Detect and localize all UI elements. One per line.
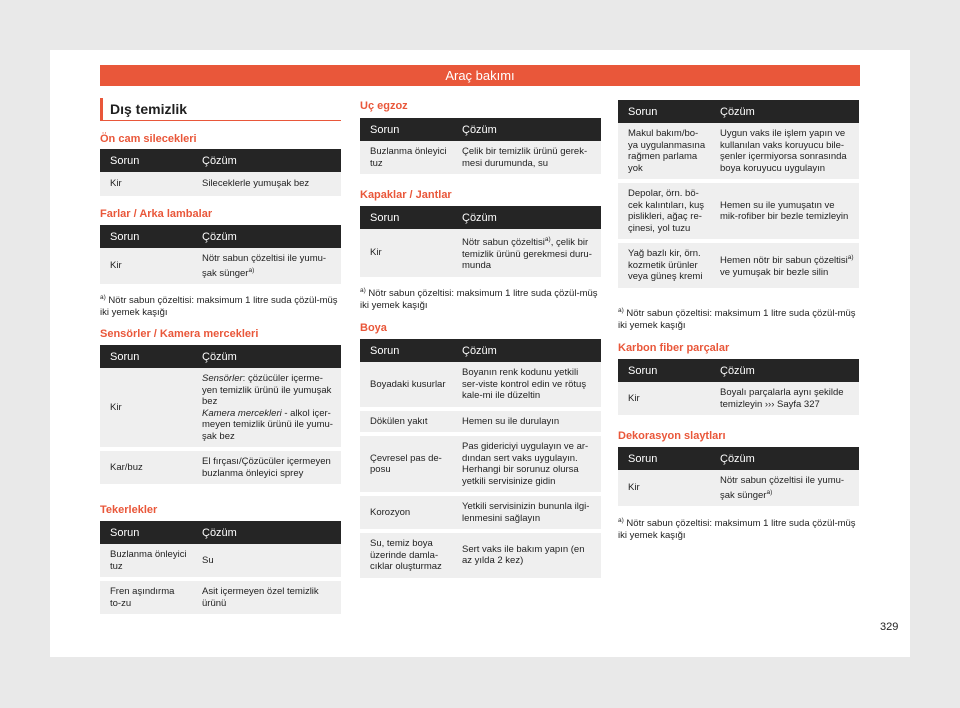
table-row — [100, 368, 341, 449]
header-solution: Çözüm — [192, 225, 341, 248]
chapter-header: Araç bakımı — [100, 65, 860, 86]
cell-solution: Nötr sabun çözeltisi ile yumu-şak sünger$^{a)}$ — [710, 470, 859, 508]
label-camera: Kamera mercekleri — [202, 407, 282, 419]
footnote — [360, 285, 601, 312]
cell-problem: Buzlanma önleyici tuz — [100, 544, 192, 579]
footnote-mark: a) — [100, 294, 106, 301]
footnote-text: Nötr sabun çözeltisi: maksimum 1 litre suda çözül-müş iki yemek kaşığı — [100, 295, 338, 319]
header-problem: Sorun — [360, 339, 452, 362]
table-sensors — [100, 345, 341, 488]
table-row — [618, 123, 859, 181]
table-row — [360, 434, 601, 494]
cell-solution: Boyanın renk kodunu yetkili ser-viste kontrol edin ve rötuş kale-mi ile düzeltin — [452, 362, 601, 409]
table-row — [618, 181, 859, 241]
cell-problem: Çevresel pas de-posu — [360, 434, 452, 494]
table-row — [360, 362, 601, 409]
cell-problem: Kir — [618, 470, 710, 508]
header-problem: Sorun — [618, 359, 710, 382]
cell-problem: Yağ bazlı kir, örn. kozmetik ürünler veya güneş kremi — [618, 241, 710, 290]
header-problem: Sorun — [360, 118, 452, 141]
table-row — [360, 229, 601, 279]
table-wax — [618, 100, 859, 292]
table-row — [360, 494, 601, 531]
title-accent-bar — [100, 98, 103, 120]
header-problem: Sorun — [360, 206, 452, 229]
cell-solution: Hemen nötr bir sabun çözeltisi$^{a)}$ ve yumuşak bir bezle silin — [710, 241, 859, 290]
table-row — [100, 248, 341, 286]
footnote-text: Nötr sabun çözeltisi: maksimum 1 litre suda çözül-müş iki yemek kaşığı — [618, 308, 856, 332]
text-camera: - alkol içer-meyen temizlik ürünü ile yumu-şak bez — [202, 407, 333, 442]
section-title-carbon: Karbon fiber parçalar — [618, 342, 730, 354]
cell-problem: Dökülen yakıt — [360, 409, 452, 435]
cell-problem: Boyadaki kusurlar — [360, 362, 452, 409]
table-row — [360, 409, 601, 435]
cell-solution: Uygun vaks ile işlem yapın ve kullanılan vaks koruyucu bile-şenler içermiyorsa sonrasında boya koruyucu uygulayın — [710, 123, 859, 181]
cell-solution: Sert vaks ile bakım yapın (en az yılda 2 kez) — [452, 531, 601, 580]
page-number: 329 — [880, 621, 899, 633]
footnote-text: Nötr sabun çözeltisi: maksimum 1 litre suda çözül-müş iki yemek kaşığı — [618, 518, 856, 542]
header-problem: Sorun — [100, 521, 192, 544]
section-title-sensors: Sensörler / Kamera mercekleri — [100, 328, 259, 340]
table-row — [618, 241, 859, 290]
cell-solution: Yetkili servisinizin bununla ilgi-lenmesini sağlayın — [452, 494, 601, 531]
footnote — [618, 305, 859, 332]
table-row — [360, 531, 601, 580]
header-solution: Çözüm — [452, 339, 601, 362]
header-solution: Çözüm — [192, 149, 341, 172]
footnote — [618, 515, 859, 542]
header-solution: Çözüm — [192, 521, 341, 544]
section-title-exhaust: Uç egzoz — [360, 100, 408, 112]
section-title-caps: Kapaklar / Jantlar — [360, 189, 452, 201]
text-sensors: : çözücüler içerme-yen temizlik ürünü ile yumuşak bez — [202, 373, 332, 407]
cell-solution: Asit içermeyen özel temizlik ürünü — [192, 579, 341, 616]
table-row — [100, 172, 341, 198]
section-title-paint: Boya — [360, 322, 387, 334]
table-paint — [360, 339, 601, 582]
header-solution: Çözüm — [710, 447, 859, 470]
cell-solution: Pas gidericiyi uygulayın ve ar-dından sert vaks uygulayın. Herhangi bir sorunuz olursa yetkili servisinize gidin — [452, 434, 601, 494]
cell-problem: Su, temiz boya üzerinde damla-cıklar oluşturmaz — [360, 531, 452, 580]
header-solution: Çözüm — [710, 359, 859, 382]
table-exhaust — [360, 118, 601, 178]
header-problem: Sorun — [100, 345, 192, 368]
footnote — [100, 292, 341, 319]
table-row — [100, 579, 341, 616]
table-lights — [100, 225, 341, 288]
cell-problem: Buzlanma önleyici tuz — [360, 141, 452, 176]
table-caps — [360, 206, 601, 281]
table-windshield — [100, 149, 341, 200]
cell-problem: Kir — [360, 229, 452, 279]
table-row — [100, 449, 341, 486]
section-title-decor: Dekorasyon slaytları — [618, 430, 726, 442]
label-sensors: Sensörler — [202, 373, 243, 384]
cell-solution: Su — [192, 544, 341, 579]
section-title-wheels: Tekerlekler — [100, 504, 158, 516]
cell-problem: Makul bakım/bo-ya uygulanmasına rağmen parlama yok — [618, 123, 710, 181]
header-problem: Sorun — [618, 100, 710, 123]
cell-solution: Nötr sabun çözeltisi$^{a)}$, çelik bir temizlik ürünü gerekmesi duru-munda — [452, 229, 601, 279]
cell-solution: El fırçası/Çözücüler içermeyen buzlanma önleyici sprey — [192, 449, 341, 486]
cell-solution: Hemen su ile durulayın — [452, 409, 601, 435]
header-problem: Sorun — [100, 149, 192, 172]
cell-solution: Sileceklerle yumuşak bez — [192, 172, 341, 198]
table-row — [100, 544, 341, 579]
header-solution: Çözüm — [452, 118, 601, 141]
table-wheels — [100, 521, 341, 618]
cell-solution: Hemen su ile yumuşatın ve mik-rofiber bir bezle temizleyin — [710, 181, 859, 241]
cell-solution — [192, 368, 341, 449]
table-decor — [618, 447, 859, 510]
footnote-mark: a) — [618, 307, 624, 314]
table-row — [618, 382, 859, 417]
header-problem: Sorun — [618, 447, 710, 470]
cell-problem: Korozyon — [360, 494, 452, 531]
header-solution: Çözüm — [710, 100, 859, 123]
header-solution: Çözüm — [192, 345, 341, 368]
footnote-mark: a) — [360, 287, 366, 294]
cell-problem: Depolar, örn. bö-cek kalıntıları, kuş pislikleri, ağaç re-çinesi, yol tuzu — [618, 181, 710, 241]
table-row — [360, 141, 601, 176]
cell-solution: Boyalı parçalarla aynı şekilde temizleyin ››› Sayfa 327 — [710, 382, 859, 417]
header-solution: Çözüm — [452, 206, 601, 229]
section-title-lights: Farlar / Arka lambalar — [100, 208, 213, 220]
section-title-windshield: Ön cam silecekleri — [100, 133, 197, 145]
table-row — [618, 470, 859, 508]
cell-problem: Kar/buz — [100, 449, 192, 486]
cell-solution: Nötr sabun çözeltisi ile yumu-şak sünger$^{a)}$ — [192, 248, 341, 286]
title-rule — [100, 120, 341, 121]
cell-problem: Kir — [100, 172, 192, 198]
cell-problem: Kir — [618, 382, 710, 417]
cell-problem: Kir — [100, 248, 192, 286]
footnote-mark: a) — [618, 517, 624, 524]
header-problem: Sorun — [100, 225, 192, 248]
page-title: Dış temizlik — [110, 101, 188, 117]
cell-problem: Kir — [100, 368, 192, 449]
footnote-text: Nötr sabun çözeltisi: maksimum 1 litre suda çözül-müş iki yemek kaşığı — [360, 288, 598, 312]
cell-problem: Fren aşındırma to-zu — [100, 579, 192, 616]
cell-solution: Çelik bir temizlik ürünü gerek-mesi durumunda, su — [452, 141, 601, 176]
table-carbon — [618, 359, 859, 419]
